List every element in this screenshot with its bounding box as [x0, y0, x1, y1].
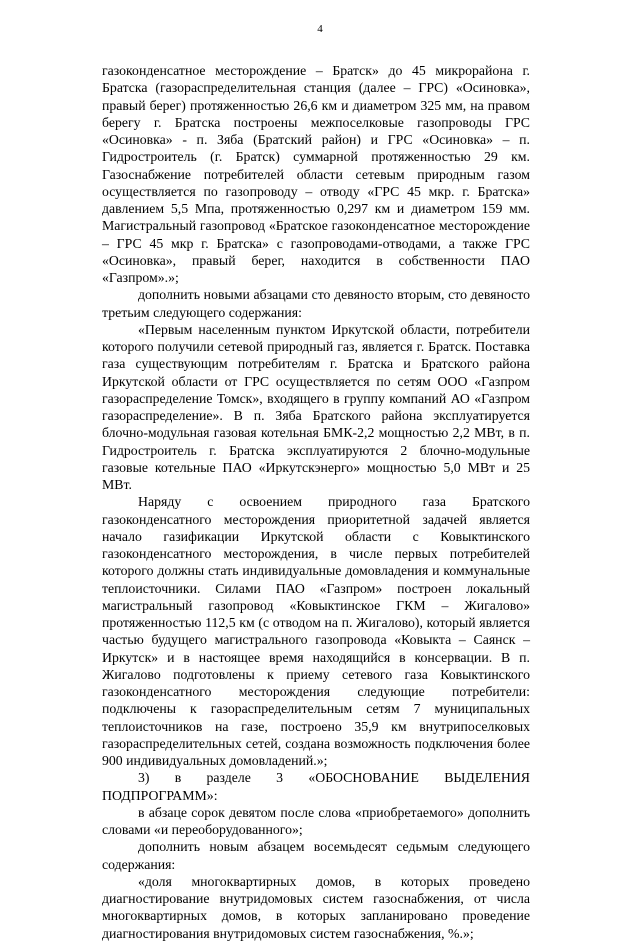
page-number: 4: [317, 23, 323, 35]
paragraph-section-3: 3) в разделе 3 «ОБОСНОВАНИЕ ВЫДЕЛЕНИЯ ПОДПРОГРАММ»:: [102, 770, 530, 803]
paragraph-kovykta: Наряду с освоением природного газа Братского газоконденсатного месторождения приоритетной задачей является начало газификации Иркутской области с Ковыктинского газоконденсатного месторождения, в числе первых потребителей которого должны стать индивидуальные домовладения и коммунальные теплоисточники. Силами ПАО «Газпром» построен локальный магистральный газопровод «Ковыктинское ГКМ – Жигалово» протяженностью 112,5 км (с отводом на п. Жигалово), который является частью будущего магистрального газопровода «Ковыкта – Саянск – Иркутск» и в настоящее время находящийся в консервации. В п. Жигалово подготовлены к приему сетевого газа Ковыктинского газоконденсатного месторождения следующие потребители: подключены к газораспределительным сетям 7 муниципальных теплоисточников на газе, построено 35,9 км внутрипоселковых газораспределительных сетей, создана возможность подключения более 900 индивидуальных домовладений.»;: [102, 494, 530, 768]
paragraph-quote-bratsk: «Первым населенным пунктом Иркутской области, потребители которого получили сетевой природный газ, является г. Братск. Поставка газа существующим потребителям г. Братска и Братского района Иркутской области от ГРС осуществляется по сетям ООО «Газпром газораспределение Томск», входящего в группу компаний АО «Газпром газораспределение». В п. Зяба Братского района эксплуатируется блочно-модульная газовая котельная БМК-2,2 мощностью 2,2 МВт, в п. Гидростроитель г. Братска эксплуатируются 2 блочно-модульные газовые котельные ПАО «Иркутскэнерго» мощностью 5,0 МВт и 25 МВт.: [102, 321, 530, 492]
paragraph-amend-87: дополнить новым абзацем восемьдесят седьмым следующего содержания:: [102, 839, 530, 872]
document-body: [102, 62, 530, 942]
paragraph-quote-share: «доля многоквартирных домов, в которых проведено диагностирование внутридомовых систем газоснабжения, от числа многоквартирных домов, в которых запланировано проведение диагностирования внутридомовых систем газоснабжения, %.»;: [102, 873, 530, 941]
paragraph-amend-49: в абзаце сорок девятом после слова «приобретаемого» дополнить словами «и переоборудованного»;: [102, 804, 530, 837]
paragraph-continuation: газоконденсатное месторождение – Братск» до 45 микрорайона г. Братска (газораспределительная станция (далее – ГРС) «Осиновка», правый берег) протяженностью 26,6 км и диаметром 325 мм, на правом берегу г. Братска построены межпоселковые газопроводы ГРС «Осиновка» - п. Зяба (Братский район) и ГРС «Осиновка» – п. Гидростроитель (г. Братск) суммарной протяженностью 29 км. Газоснабжение потребителей области сетевым природным газом осуществляется по газопроводу – отводу «ГРС 45 мкр. г. Братска» давлением 5,5 Мпа, протяженностью 0,297 км и диаметром 159 мм. Магистральный газопровод «Братское газоконденсатное месторождение – ГРС 45 мкр г. Братска» с газопроводами-отводами, а также ГРС «Осиновка», правый берег, находится в собственности ПАО «Газпром».»;: [102, 63, 530, 285]
paragraph-amend-new-paragraphs: дополнить новыми абзацами сто девяносто вторым, сто девяносто третьим следующего содержания:: [102, 287, 530, 320]
